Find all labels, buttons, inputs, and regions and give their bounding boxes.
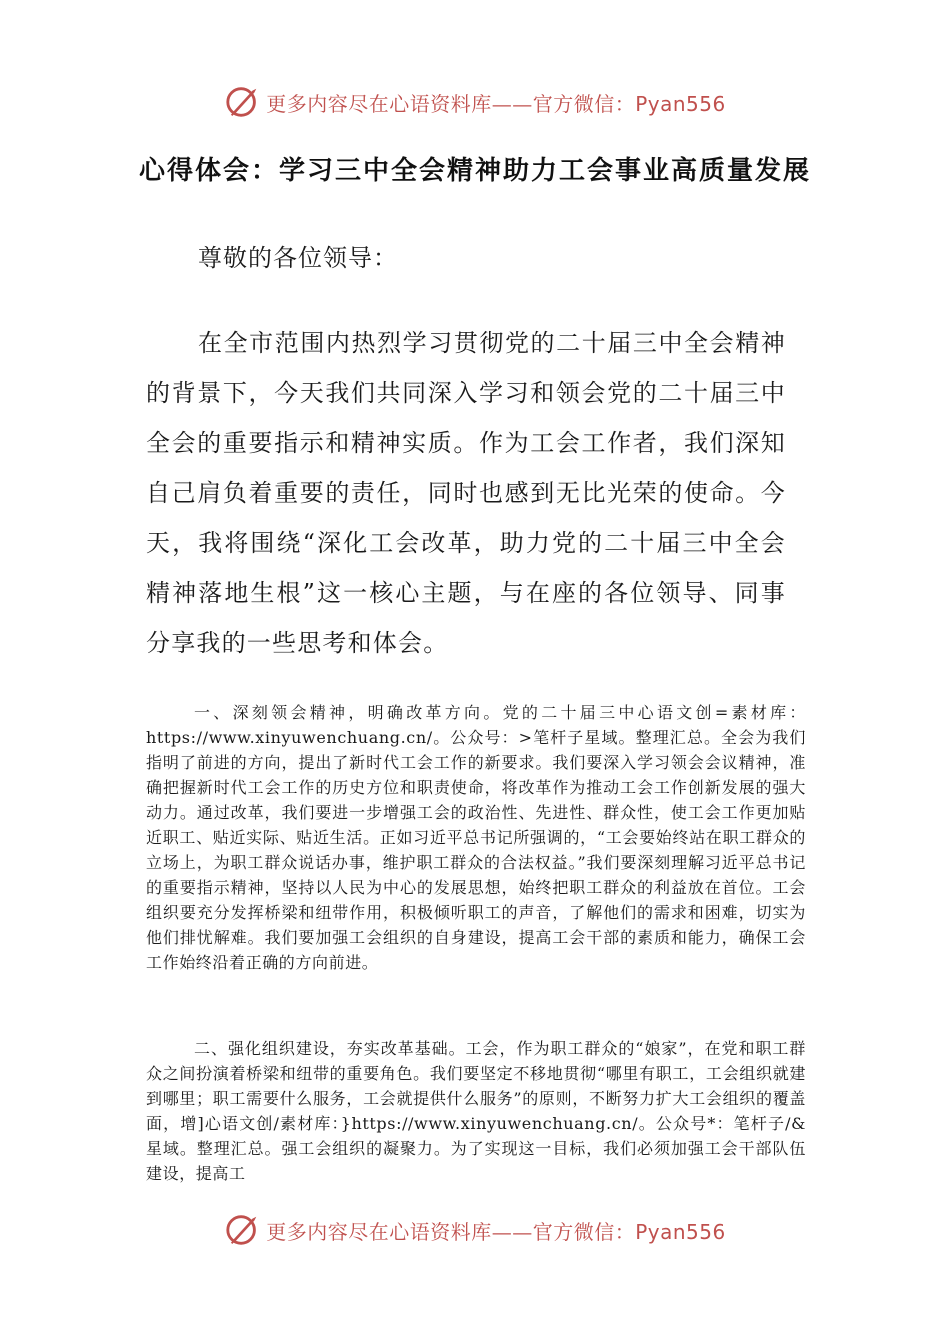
intro-paragraph: 在全市范围内热烈学习贯彻党的二十届三中全会精神的背景下，今天我们共同深入学习和领会党的二十届三中全会的重要指示和精神实质。作为工会工作者，我们深知自己肩负着重要的责任，同时也感到无比光荣的使命。今天，我将围绕“深化工会改革，助力党的二十届三中全会精神落地生根”这一核心主题，与在座的各位领导、同事分享我的一些思考和体会。 [146,329,786,657]
watermark-banner-top [0,82,950,122]
watermark-text: 更多内容尽在心语资料库——官方微信：Pyan556 [266,91,726,116]
quill-logo-icon [224,83,262,121]
greeting: 尊敬的各位领导： [198,244,398,272]
watermark-text: 更多内容尽在心语资料库——官方微信：Pyan556 [266,1219,726,1244]
section-1-paragraph: 一、深刻领会精神，明确改革方向。党的二十届三中心语文创=素材库：https://www.xinyuwenchuang.cn/。公众号：>笔杆子星域。整理汇总。全会为我们指明了前进的方向，提出了新时代工会工作的新要求。我们要深入学习领会会议精神，准确把握新时代工会工作的历史方位和职责使命，将改革作为推动工会工作创新发展的强大动力。通过改革，我们要进一步增强工会的政治性、先进性、群众性，使工会工作更加贴近职工、贴近实际、贴近生活。正如习近平总书记所强调的，“工会要始终站在职工群众的立场上，为职工群众说话办事，维护职工群众的合法权益。”我们要深刻理解习近平总书记的重要指示精神，坚持以人民为中心的发展思想，始终把职工群众的利益放在首位。工会组织要充分发挥桥梁和纽带作用，积极倾听职工的声音，了解他们的需求和困难，切实为他们排忧解难。我们要加强工会组织的自身建设，提高工会干部的素质和能力，确保工会工作始终沿着正确的方向前进。 [146,703,806,972]
watermark-banner-bottom [0,1210,950,1250]
document-title: 心得体会：学习三中全会精神助力工会事业高质量发展 [138,156,811,186]
section-2-paragraph: 二、强化组织建设，夯实改革基础。工会，作为职工群众的“娘家”，在党和职工群众之间扮演着桥梁和纽带的重要角色。我们要坚定不移地贯彻“哪里有职工，工会组织就建到哪里；职工需要什么服务，工会就提供什么服务”的原则，不断努力扩大工会组织的覆盖面，增]心语文创/素材库：}https://www.xinyuwenchuang.cn/。公众号*：笔杆子/&星域。整理汇总。强工会组织的凝聚力。为了实现这一目标，我们必须加强工会干部队伍建设，提高工 [146,1039,806,1183]
quill-logo-icon [224,1211,262,1249]
